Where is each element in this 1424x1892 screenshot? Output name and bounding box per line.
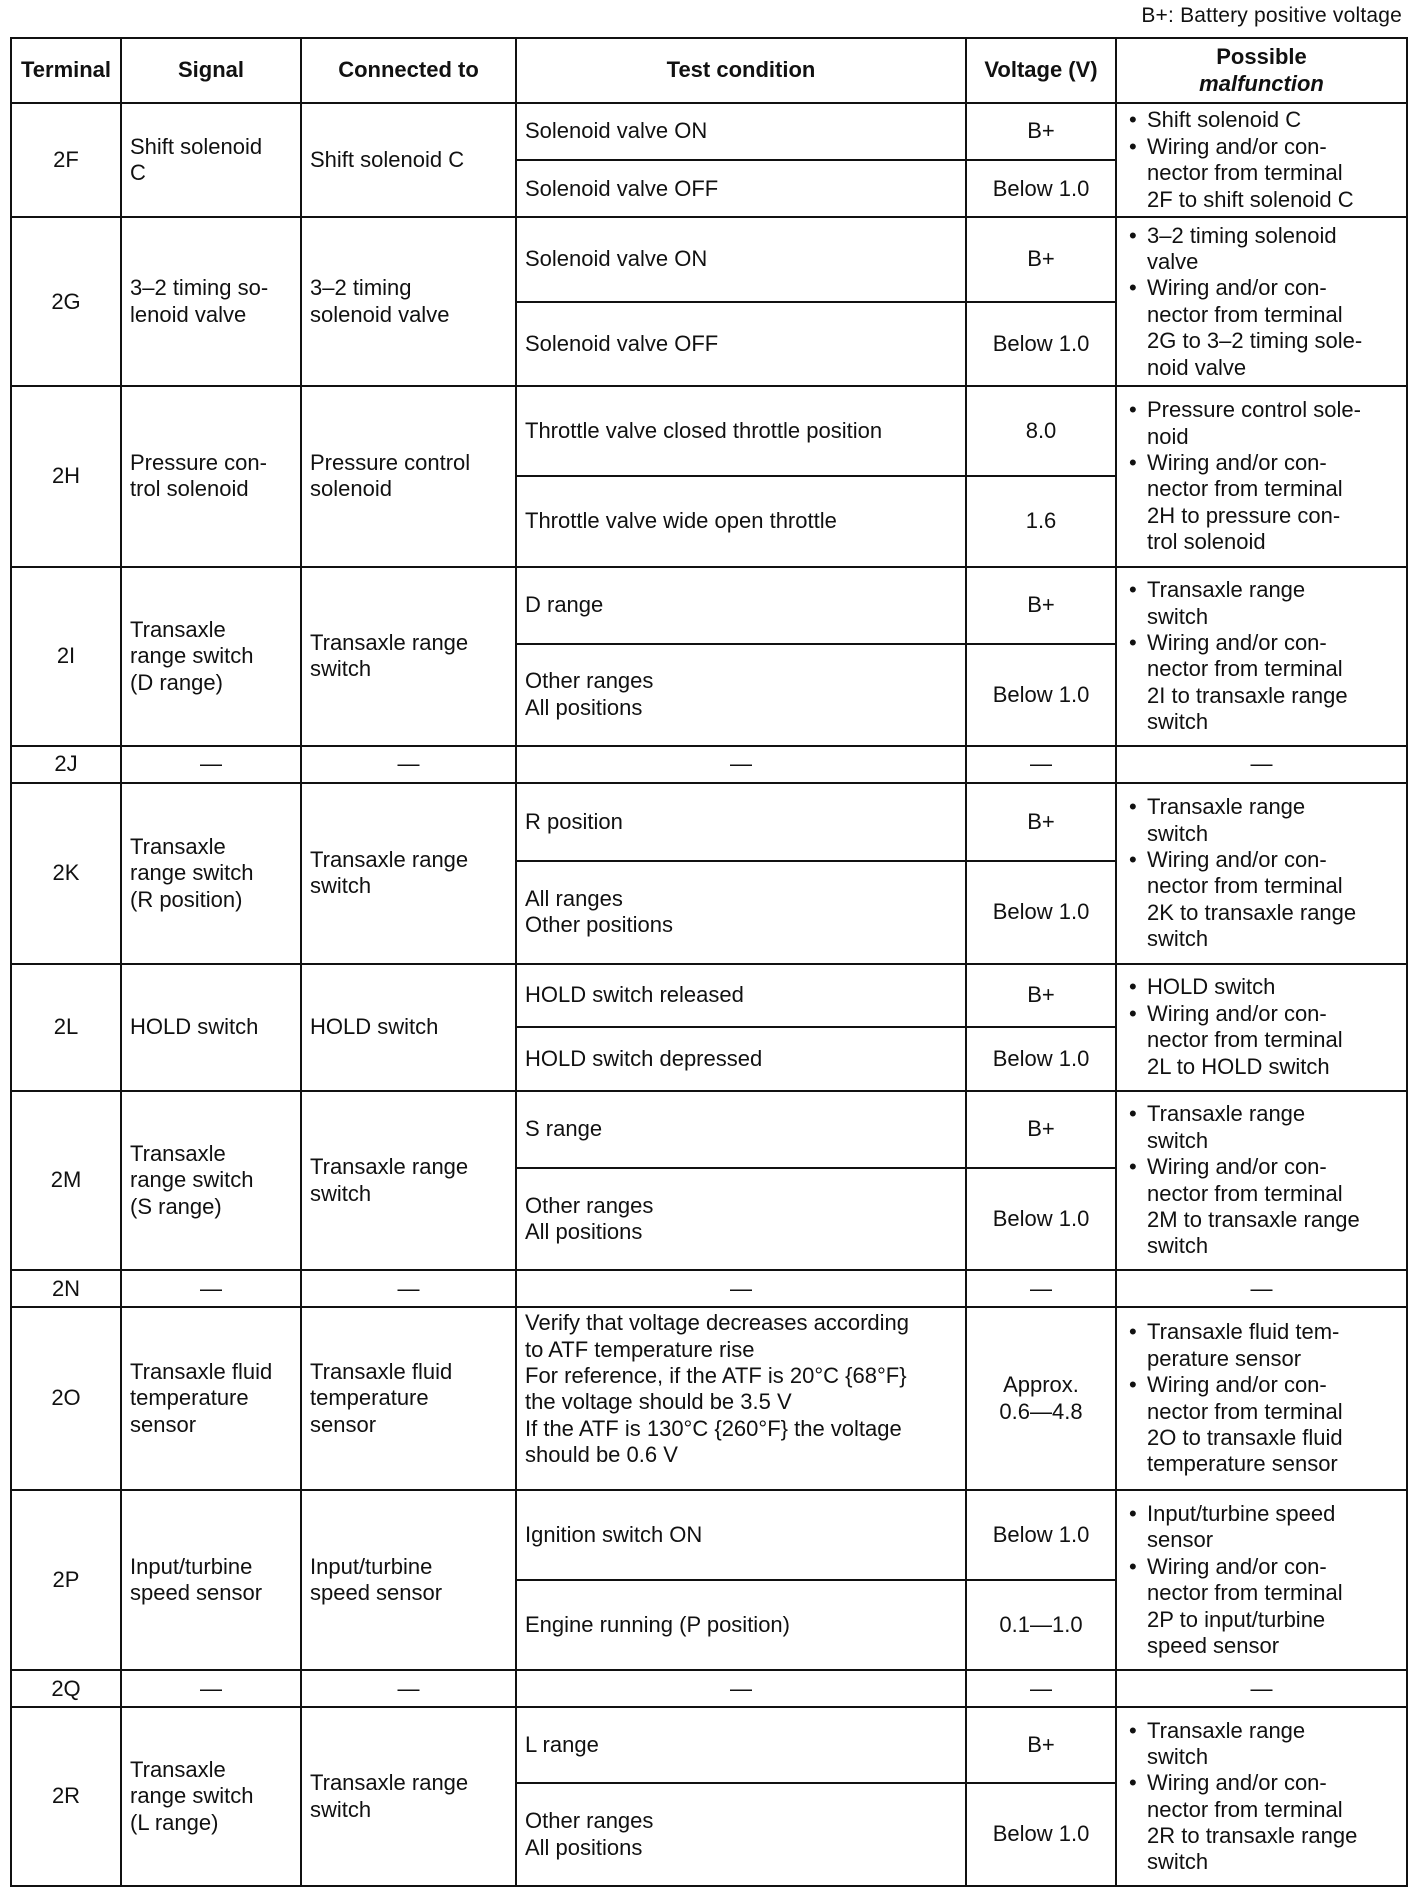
table-row bbox=[11, 1707, 1407, 1783]
connected-to-cell: 3–2 timing solenoid valve bbox=[301, 217, 516, 386]
empty-dash: — bbox=[121, 746, 301, 783]
empty-dash: — bbox=[301, 746, 516, 783]
malfunction-item: • Transaxle range switch bbox=[1125, 794, 1398, 847]
signal-cell: Transaxle range switch (R position) bbox=[121, 783, 301, 964]
test-condition-cell: Engine running (P position) bbox=[516, 1580, 966, 1670]
connected-to-cell: Transaxle range switch bbox=[301, 1707, 516, 1886]
voltage-cell: B+ bbox=[966, 964, 1116, 1028]
test-condition-cell: Solenoid valve ON bbox=[516, 103, 966, 160]
empty-dash: — bbox=[301, 1670, 516, 1707]
voltage-cell: B+ bbox=[966, 567, 1116, 644]
table-row bbox=[11, 1270, 1407, 1307]
voltage-cell: 0.1—1.0 bbox=[966, 1580, 1116, 1670]
connected-to-cell: Input/turbine speed sensor bbox=[301, 1490, 516, 1671]
malfunction-cell bbox=[1116, 1091, 1407, 1271]
test-condition-cell: S range bbox=[516, 1091, 966, 1168]
voltage-cell: 1.6 bbox=[966, 476, 1116, 566]
table-row bbox=[11, 1307, 1407, 1490]
signal-cell: Transaxle range switch (S range) bbox=[121, 1091, 301, 1271]
malfunction-item: • Transaxle range switch bbox=[1125, 1718, 1398, 1771]
header-voltage: Voltage (V) bbox=[966, 38, 1116, 103]
table-header-row bbox=[11, 38, 1407, 103]
terminal-cell: 2H bbox=[11, 386, 121, 567]
voltage-cell: Below 1.0 bbox=[966, 302, 1116, 386]
empty-dash: — bbox=[966, 1670, 1116, 1707]
voltage-cell: 8.0 bbox=[966, 386, 1116, 476]
terminal-cell: 2M bbox=[11, 1091, 121, 1271]
malfunction-item: • Wiring and/or con- nector from terminal 2R to transaxle range switch bbox=[1125, 1770, 1398, 1876]
connected-to-cell: Pressure control solenoid bbox=[301, 386, 516, 567]
signal-cell: Transaxle range switch (D range) bbox=[121, 567, 301, 747]
terminal-cell: 2L bbox=[11, 964, 121, 1091]
test-condition-cell: HOLD switch depressed bbox=[516, 1027, 966, 1091]
connected-to-cell: Transaxle range switch bbox=[301, 783, 516, 964]
malfunction-item: • Wiring and/or con- nector from terminal 2I to transaxle range switch bbox=[1125, 630, 1398, 736]
connected-to-cell: Shift solenoid C bbox=[301, 103, 516, 217]
voltage-cell: Below 1.0 bbox=[966, 1783, 1116, 1886]
voltage-cell: Below 1.0 bbox=[966, 861, 1116, 964]
malfunction-cell bbox=[1116, 1307, 1407, 1490]
connected-to-cell: Transaxle range switch bbox=[301, 1091, 516, 1271]
signal-cell: Input/turbine speed sensor bbox=[121, 1490, 301, 1671]
header-connected-to: Connected to bbox=[301, 38, 516, 103]
terminal-cell: 2R bbox=[11, 1707, 121, 1886]
table-row bbox=[11, 386, 1407, 476]
header-malfunction: malfunction bbox=[1199, 70, 1324, 96]
test-condition-cell: Solenoid valve OFF bbox=[516, 302, 966, 386]
table-row bbox=[11, 103, 1407, 160]
voltage-cell: B+ bbox=[966, 1707, 1116, 1783]
malfunction-cell bbox=[1116, 103, 1407, 217]
header-test-condition: Test condition bbox=[516, 38, 966, 103]
table-row bbox=[11, 964, 1407, 1028]
malfunction-item: • Wiring and/or con- nector from terminal 2M to transaxle range switch bbox=[1125, 1154, 1398, 1260]
header-signal: Signal bbox=[121, 38, 301, 103]
table-row bbox=[11, 746, 1407, 783]
malfunction-cell bbox=[1116, 783, 1407, 964]
empty-dash: — bbox=[516, 746, 966, 783]
malfunction-item: • Shift solenoid C bbox=[1125, 107, 1398, 133]
voltage-cell: B+ bbox=[966, 783, 1116, 861]
malfunction-item: • Wiring and/or con- nector from terminal 2F to shift solenoid C bbox=[1125, 134, 1398, 213]
connected-to-cell: Transaxle fluid temperature sensor bbox=[301, 1307, 516, 1490]
terminal-cell: 2I bbox=[11, 567, 121, 747]
signal-cell: Pressure con- trol solenoid bbox=[121, 386, 301, 567]
malfunction-cell bbox=[1116, 386, 1407, 567]
connected-to-cell: HOLD switch bbox=[301, 964, 516, 1091]
terminal-cell: 2K bbox=[11, 783, 121, 964]
terminal-voltage-table bbox=[10, 37, 1408, 1887]
test-condition-cell: D range bbox=[516, 567, 966, 644]
table-row bbox=[11, 1670, 1407, 1707]
malfunction-cell bbox=[1116, 1707, 1407, 1886]
table-row bbox=[11, 217, 1407, 301]
malfunction-item: • Wiring and/or con- nector from terminal 2K to transaxle range switch bbox=[1125, 847, 1398, 953]
test-condition-cell: Other ranges All positions bbox=[516, 1783, 966, 1886]
header-possible-malfunction bbox=[1116, 38, 1407, 103]
empty-dash: — bbox=[516, 1270, 966, 1307]
empty-dash: — bbox=[301, 1270, 516, 1307]
test-condition-cell: Throttle valve closed throttle position bbox=[516, 386, 966, 476]
voltage-cell: Approx. 0.6—4.8 bbox=[966, 1307, 1116, 1490]
voltage-cell: Below 1.0 bbox=[966, 1490, 1116, 1580]
malfunction-cell bbox=[1116, 217, 1407, 386]
test-condition-cell: Ignition switch ON bbox=[516, 1490, 966, 1580]
signal-cell: Transaxle range switch (L range) bbox=[121, 1707, 301, 1886]
malfunction-item: • HOLD switch bbox=[1125, 974, 1398, 1000]
terminal-cell: 2N bbox=[11, 1270, 121, 1307]
malfunction-item: • Pressure control sole- noid bbox=[1125, 397, 1398, 450]
voltage-cell: B+ bbox=[966, 1091, 1116, 1168]
empty-dash: — bbox=[1116, 746, 1407, 783]
table-row bbox=[11, 567, 1407, 644]
test-condition-cell: Other ranges All positions bbox=[516, 644, 966, 747]
malfunction-item: • Transaxle range switch bbox=[1125, 577, 1398, 630]
test-condition-cell: Other ranges All positions bbox=[516, 1168, 966, 1271]
empty-dash: — bbox=[121, 1670, 301, 1707]
empty-dash: — bbox=[121, 1270, 301, 1307]
table-row bbox=[11, 1091, 1407, 1168]
terminal-cell: 2F bbox=[11, 103, 121, 217]
test-condition-cell: R position bbox=[516, 783, 966, 861]
malfunction-item: • Wiring and/or con- nector from terminal 2H to pressure con- trol solenoid bbox=[1125, 450, 1398, 556]
malfunction-item: • Wiring and/or con- nector from terminal 2P to input/turbine speed sensor bbox=[1125, 1554, 1398, 1660]
empty-dash: — bbox=[1116, 1670, 1407, 1707]
malfunction-item: • Transaxle fluid tem- perature sensor bbox=[1125, 1319, 1398, 1372]
malfunction-item: • Wiring and/or con- nector from terminal 2G to 3–2 timing sole- noid valve bbox=[1125, 275, 1398, 381]
malfunction-item: • Wiring and/or con- nector from terminal 2O to transaxle fluid temperature sensor bbox=[1125, 1372, 1398, 1478]
malfunction-item: • Input/turbine speed sensor bbox=[1125, 1501, 1398, 1554]
test-condition-cell: Throttle valve wide open throttle bbox=[516, 476, 966, 566]
malfunction-cell bbox=[1116, 567, 1407, 747]
test-condition-cell: HOLD switch released bbox=[516, 964, 966, 1028]
empty-dash: — bbox=[966, 746, 1116, 783]
signal-cell: HOLD switch bbox=[121, 964, 301, 1091]
signal-cell: 3–2 timing so- lenoid valve bbox=[121, 217, 301, 386]
test-condition-cell: Verify that voltage decreases according to ATF temperature rise For reference, if the ATF is 20°C {68°F} the voltage should be 3.5 V If the ATF is 130°C {260°F} the voltage should be 0.6 V bbox=[516, 1307, 966, 1490]
voltage-cell: B+ bbox=[966, 217, 1116, 301]
test-condition-cell: All ranges Other positions bbox=[516, 861, 966, 964]
malfunction-item: • 3–2 timing solenoid valve bbox=[1125, 223, 1398, 276]
header-possible: Possible bbox=[1216, 44, 1307, 70]
malfunction-item: • Wiring and/or con- nector from terminal 2L to HOLD switch bbox=[1125, 1001, 1398, 1080]
terminal-cell: 2J bbox=[11, 746, 121, 783]
voltage-cell: Below 1.0 bbox=[966, 160, 1116, 217]
connected-to-cell: Transaxle range switch bbox=[301, 567, 516, 747]
signal-cell: Transaxle fluid temperature sensor bbox=[121, 1307, 301, 1490]
malfunction-item: • Transaxle range switch bbox=[1125, 1101, 1398, 1154]
test-condition-cell: Solenoid valve ON bbox=[516, 217, 966, 301]
table-row bbox=[11, 783, 1407, 861]
malfunction-cell bbox=[1116, 1490, 1407, 1671]
terminal-cell: 2O bbox=[11, 1307, 121, 1490]
header-terminal: Terminal bbox=[11, 38, 121, 103]
signal-cell: Shift solenoid C bbox=[121, 103, 301, 217]
terminal-cell: 2G bbox=[11, 217, 121, 386]
empty-dash: — bbox=[966, 1270, 1116, 1307]
test-condition-cell: L range bbox=[516, 1707, 966, 1783]
voltage-cell: Below 1.0 bbox=[966, 644, 1116, 747]
terminal-cell: 2P bbox=[11, 1490, 121, 1671]
test-condition-cell: Solenoid valve OFF bbox=[516, 160, 966, 217]
voltage-cell: Below 1.0 bbox=[966, 1027, 1116, 1091]
empty-dash: — bbox=[1116, 1270, 1407, 1307]
voltage-cell: B+ bbox=[966, 103, 1116, 160]
terminal-cell: 2Q bbox=[11, 1670, 121, 1707]
malfunction-cell bbox=[1116, 964, 1407, 1091]
table-row bbox=[11, 1490, 1407, 1580]
voltage-cell: Below 1.0 bbox=[966, 1168, 1116, 1271]
empty-dash: — bbox=[516, 1670, 966, 1707]
battery-voltage-note: B+: Battery positive voltage bbox=[1141, 4, 1402, 27]
